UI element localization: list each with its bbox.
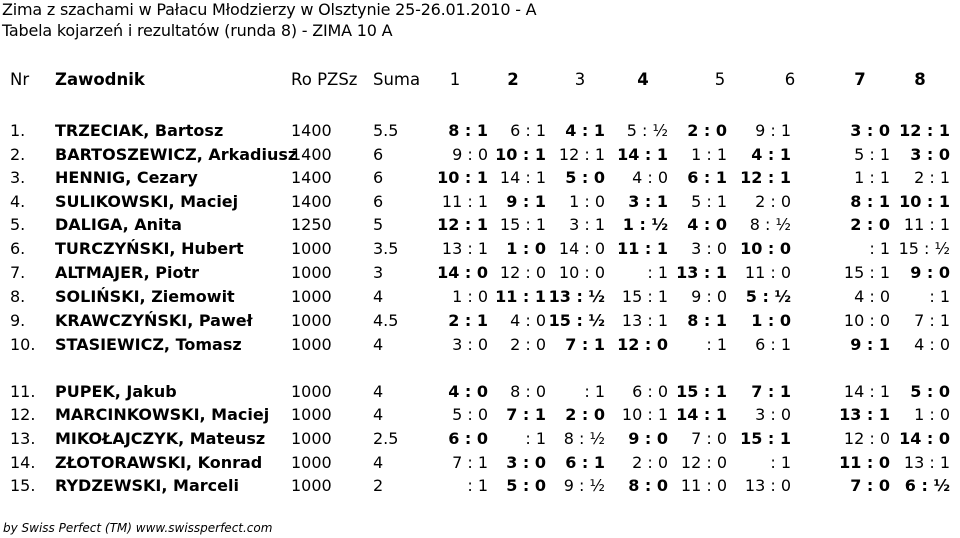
- round-3-result: : 1: [584, 382, 605, 401]
- player-name: ZŁOTORAWSKI, Konrad: [55, 453, 263, 472]
- round-4-result: 10 : 1: [621, 405, 668, 424]
- round-3-result: 8 : ½: [563, 429, 605, 448]
- player-rating: 1000: [291, 239, 332, 258]
- table-row: [0, 333, 960, 357]
- round-4-result: 15 : 1: [621, 287, 668, 306]
- player-rating: 1400: [291, 121, 332, 140]
- player-score: 5: [373, 215, 384, 234]
- player-score: 6: [373, 192, 384, 211]
- player-name: STASIEWICZ, Tomasz: [55, 335, 242, 354]
- player-name: KRAWCZYŃSKI, Paweł: [55, 311, 253, 330]
- round-6-result: 15 : 1: [740, 429, 791, 448]
- round-8-result: 11 : 1: [903, 215, 950, 234]
- round-3-result: 13 : ½: [548, 287, 605, 306]
- round-5-result: 3 : 0: [691, 239, 727, 258]
- player-score: 4: [373, 453, 384, 472]
- round-5-result: 6 : 1: [687, 168, 727, 187]
- round-2-result: 1 : 0: [506, 239, 546, 258]
- round-7-result: 3 : 0: [850, 121, 890, 140]
- round-2-result: 14 : 1: [499, 168, 546, 187]
- table-row: [0, 474, 960, 498]
- round-7-result: 13 : 1: [839, 405, 890, 424]
- header-round-8: 8: [914, 70, 926, 89]
- round-8-result: 13 : 1: [903, 453, 950, 472]
- round-7-result: 9 : 1: [850, 335, 890, 354]
- round-1-result: 4 : 0: [448, 382, 488, 401]
- player-score: 3: [373, 263, 384, 282]
- header-suma: Suma: [373, 70, 421, 89]
- round-3-result: 2 : 0: [565, 405, 605, 424]
- round-7-result: 8 : 1: [850, 192, 890, 211]
- player-score: 6: [373, 168, 384, 187]
- player-score: 6: [373, 145, 384, 164]
- table-row: [0, 190, 960, 214]
- round-3-result: 10 : 0: [558, 263, 605, 282]
- round-6-result: 8 : ½: [749, 215, 791, 234]
- round-8-result: 12 : 1: [899, 121, 950, 140]
- player-name: TRZECIAK, Bartosz: [55, 121, 224, 140]
- round-4-result: 11 : 1: [617, 239, 668, 258]
- round-6-result: 3 : 0: [755, 405, 791, 424]
- player-score: 3.5: [373, 239, 399, 258]
- round-6-result: 9 : 1: [755, 121, 791, 140]
- round-6-result: : 1: [770, 453, 791, 472]
- player-name: SULIKOWSKI, Maciej: [55, 192, 239, 211]
- round-4-result: 8 : 0: [628, 476, 668, 495]
- player-score: 4: [373, 382, 384, 401]
- round-1-result: 11 : 1: [441, 192, 488, 211]
- player-score: 2: [373, 476, 384, 495]
- round-2-result: 7 : 1: [506, 405, 546, 424]
- player-name: SOLIŃSKI, Ziemowit: [55, 287, 235, 306]
- player-name: HENNIG, Cezary: [55, 168, 198, 187]
- player-nr: 1.: [10, 121, 26, 140]
- round-4-result: 4 : 0: [632, 168, 668, 187]
- player-rating: 1000: [291, 429, 332, 448]
- round-3-result: 3 : 1: [569, 215, 605, 234]
- player-nr: 15.: [10, 476, 36, 495]
- round-2-result: : 1: [525, 429, 546, 448]
- round-3-result: 5 : 0: [565, 168, 605, 187]
- player-name: MIKOŁAJCZYK, Mateusz: [55, 429, 266, 448]
- player-nr: 2.: [10, 145, 26, 164]
- round-3-result: 15 : ½: [548, 311, 605, 330]
- footer-credit: by Swiss Perfect (TM) www.swissperfect.com: [3, 521, 273, 535]
- player-rating: 1400: [291, 192, 332, 211]
- round-1-result: : 1: [467, 476, 488, 495]
- table-row: [0, 166, 960, 190]
- round-8-result: 14 : 0: [899, 429, 950, 448]
- player-name: PUPEK, Jakub: [55, 382, 177, 401]
- header-round-6: 6: [784, 70, 796, 89]
- round-7-result: 14 : 1: [843, 382, 890, 401]
- round-6-result: 11 : 0: [744, 263, 791, 282]
- round-7-result: 5 : 1: [854, 145, 890, 164]
- table-row: [0, 237, 960, 261]
- round-4-result: : 1: [647, 263, 668, 282]
- player-rating: 1250: [291, 215, 332, 234]
- player-rating: 1000: [291, 287, 332, 306]
- round-1-result: 12 : 1: [437, 215, 488, 234]
- table-subtitle: Tabela kojarzeń i rezultatów (runda 8) - ZIMA 10 A: [2, 21, 393, 40]
- round-6-result: 1 : 0: [751, 311, 791, 330]
- header-nr: Nr: [10, 70, 30, 89]
- round-6-result: 10 : 0: [740, 239, 791, 258]
- round-2-result: 3 : 0: [506, 453, 546, 472]
- table-row: [0, 309, 960, 333]
- player-nr: 5.: [10, 215, 26, 234]
- player-rating: 1000: [291, 382, 332, 401]
- player-score: 2.5: [373, 429, 399, 448]
- player-nr: 14.: [10, 453, 36, 472]
- player-rating: 1000: [291, 476, 332, 495]
- round-1-result: 2 : 1: [448, 311, 488, 330]
- table-row: [0, 285, 960, 309]
- round-5-result: 11 : 0: [680, 476, 727, 495]
- round-5-result: 9 : 0: [691, 287, 727, 306]
- round-7-result: 12 : 0: [843, 429, 890, 448]
- round-3-result: 4 : 1: [565, 121, 605, 140]
- round-3-result: 1 : 0: [569, 192, 605, 211]
- player-nr: 10.: [10, 335, 36, 354]
- player-rating: 1000: [291, 263, 332, 282]
- round-2-result: 5 : 0: [506, 476, 546, 495]
- round-3-result: 14 : 0: [558, 239, 605, 258]
- player-nr: 6.: [10, 239, 26, 258]
- header-round-2: 2: [507, 70, 519, 89]
- round-5-result: 2 : 0: [687, 121, 727, 140]
- round-5-result: 7 : 0: [691, 429, 727, 448]
- table-row: [0, 427, 960, 451]
- round-5-result: 8 : 1: [687, 311, 727, 330]
- round-4-result: 13 : 1: [621, 311, 668, 330]
- round-1-result: 9 : 0: [452, 145, 488, 164]
- round-2-result: 6 : 1: [510, 121, 546, 140]
- round-2-result: 9 : 1: [506, 192, 546, 211]
- round-2-result: 2 : 0: [510, 335, 546, 354]
- round-6-result: 6 : 1: [755, 335, 791, 354]
- player-nr: 13.: [10, 429, 36, 448]
- player-rating: 1400: [291, 145, 332, 164]
- round-5-result: 13 : 1: [676, 263, 727, 282]
- player-name: BARTOSZEWICZ, Arkadiusz: [55, 145, 298, 164]
- header-round-1: 1: [449, 70, 461, 89]
- round-1-result: 13 : 1: [441, 239, 488, 258]
- player-score: 4: [373, 287, 384, 306]
- round-8-result: 4 : 0: [914, 335, 950, 354]
- player-name: ALTMAJER, Piotr: [55, 263, 200, 282]
- round-7-result: 11 : 0: [839, 453, 890, 472]
- player-name: RYDZEWSKI, Marceli: [55, 476, 239, 495]
- round-1-result: 3 : 0: [452, 335, 488, 354]
- header-name: Zawodnik: [55, 70, 145, 89]
- round-2-result: 15 : 1: [499, 215, 546, 234]
- round-7-result: 4 : 0: [854, 287, 890, 306]
- player-rating: 1000: [291, 335, 332, 354]
- round-4-result: 1 : ½: [622, 215, 668, 234]
- round-2-result: 4 : 0: [510, 311, 546, 330]
- table-row: [0, 143, 960, 167]
- round-8-result: : 1: [929, 287, 950, 306]
- round-1-result: 1 : 0: [452, 287, 488, 306]
- round-5-result: 15 : 1: [676, 382, 727, 401]
- header-round-3: 3: [574, 70, 586, 89]
- table-row: [0, 403, 960, 427]
- round-6-result: 12 : 1: [740, 168, 791, 187]
- round-3-result: 6 : 1: [565, 453, 605, 472]
- table-row: [0, 451, 960, 475]
- round-4-result: 12 : 0: [617, 335, 668, 354]
- round-5-result: 5 : 1: [691, 192, 727, 211]
- round-8-result: 3 : 0: [910, 145, 950, 164]
- header-row: [0, 68, 960, 92]
- header-round-4: 4: [637, 70, 649, 89]
- header-ro: Ro PZSz: [291, 70, 358, 89]
- table-row: [0, 261, 960, 285]
- round-8-result: 1 : 0: [914, 405, 950, 424]
- round-2-result: 12 : 0: [499, 263, 546, 282]
- round-5-result: 14 : 1: [676, 405, 727, 424]
- table-row: [0, 213, 960, 237]
- player-nr: 12.: [10, 405, 36, 424]
- round-3-result: 9 : ½: [563, 476, 605, 495]
- round-8-result: 2 : 1: [914, 168, 950, 187]
- round-4-result: 3 : 1: [628, 192, 668, 211]
- table-row: [0, 119, 960, 143]
- header-round-7: 7: [854, 70, 866, 89]
- round-4-result: 14 : 1: [617, 145, 668, 164]
- round-6-result: 5 : ½: [745, 287, 791, 306]
- round-1-result: 7 : 1: [452, 453, 488, 472]
- player-nr: 3.: [10, 168, 26, 187]
- round-5-result: : 1: [706, 335, 727, 354]
- round-3-result: 12 : 1: [558, 145, 605, 164]
- round-4-result: 2 : 0: [632, 453, 668, 472]
- player-name: TURCZYŃSKI, Hubert: [55, 239, 244, 258]
- round-3-result: 7 : 1: [565, 335, 605, 354]
- table-row: [0, 380, 960, 404]
- round-1-result: 6 : 0: [448, 429, 488, 448]
- player-rating: 1400: [291, 168, 332, 187]
- player-name: DALIGA, Anita: [55, 215, 182, 234]
- round-5-result: 12 : 0: [680, 453, 727, 472]
- player-score: 4.5: [373, 311, 399, 330]
- round-7-result: 1 : 1: [854, 168, 890, 187]
- round-7-result: : 1: [869, 239, 890, 258]
- round-8-result: 9 : 0: [910, 263, 950, 282]
- player-rating: 1000: [291, 453, 332, 472]
- round-6-result: 13 : 0: [744, 476, 791, 495]
- round-8-result: 10 : 1: [899, 192, 950, 211]
- player-score: 5.5: [373, 121, 399, 140]
- player-nr: 8.: [10, 287, 26, 306]
- round-2-result: 10 : 1: [495, 145, 546, 164]
- round-8-result: 15 : ½: [898, 239, 950, 258]
- round-1-result: 8 : 1: [448, 121, 488, 140]
- round-4-result: 6 : 0: [632, 382, 668, 401]
- round-4-result: 9 : 0: [628, 429, 668, 448]
- player-rating: 1000: [291, 311, 332, 330]
- round-8-result: 5 : 0: [910, 382, 950, 401]
- round-6-result: 7 : 1: [751, 382, 791, 401]
- player-score: 4: [373, 335, 384, 354]
- round-1-result: 10 : 1: [437, 168, 488, 187]
- round-5-result: 1 : 1: [691, 145, 727, 164]
- round-7-result: 2 : 0: [850, 215, 890, 234]
- round-8-result: 7 : 1: [914, 311, 950, 330]
- round-1-result: 5 : 0: [452, 405, 488, 424]
- round-8-result: 6 : ½: [904, 476, 950, 495]
- round-6-result: 2 : 0: [755, 192, 791, 211]
- round-4-result: 5 : ½: [626, 121, 668, 140]
- player-nr: 11.: [10, 382, 36, 401]
- round-7-result: 15 : 1: [843, 263, 890, 282]
- round-6-result: 4 : 1: [751, 145, 791, 164]
- player-nr: 9.: [10, 311, 26, 330]
- round-2-result: 11 : 1: [495, 287, 546, 306]
- header-round-5: 5: [714, 70, 726, 89]
- round-7-result: 10 : 0: [843, 311, 890, 330]
- round-5-result: 4 : 0: [687, 215, 727, 234]
- player-name: MARCINKOWSKI, Maciej: [55, 405, 270, 424]
- player-nr: 4.: [10, 192, 26, 211]
- player-score: 4: [373, 405, 384, 424]
- player-nr: 7.: [10, 263, 26, 282]
- tournament-title: Zima z szachami w Pałacu Młodzierzy w Olsztynie 25-26.01.2010 - A: [2, 0, 537, 19]
- player-rating: 1000: [291, 405, 332, 424]
- round-7-result: 7 : 0: [850, 476, 890, 495]
- round-1-result: 14 : 0: [437, 263, 488, 282]
- round-2-result: 8 : 0: [510, 382, 546, 401]
